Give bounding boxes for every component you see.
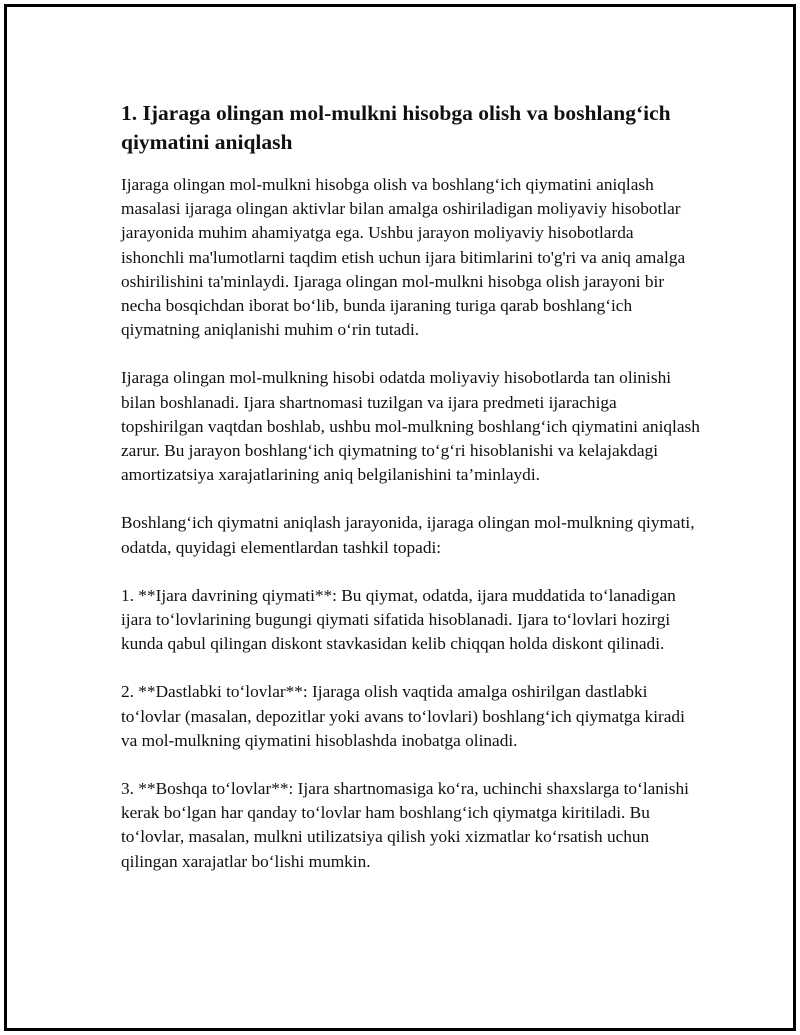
paragraph-recognition: Ijaraga olingan mol-mulkning hisobi odatda moliyaviy hisobotlarda tan olinishi bilan boshlanadi. Ijara shartnomasi tuzilgan va ijara predmeti ijarachiga topshirilgan vaqtdan boshlab, ushbu mol-mulkning boshlang‘ich qiymatini aniqlash zarur. Bu jarayon boshlang‘ich qiymatning to‘g‘ri hisoblanishi va kelajakdagi amortizatsiya xarajatlarining aniq belgilanishini ta’minlaydi.: [121, 368, 700, 485]
list-item-other-payments: 3. **Boshqa to‘lovlar**: Ijara shartnomasiga ko‘ra, uchinchi shaxslarga to‘lanishi kerak bo‘lgan har qanday to‘lovlar ham boshlang‘ich qiymatga kiritiladi. Bu to‘lovlar, masalan, mulkni utilizatsiya qilish yoki xizmatlar ko‘rsatish uchun qilingan xarajatlar bo‘lishi mumkin.: [121, 779, 689, 871]
page-frame: [4, 4, 796, 1031]
section-heading: 1. Ijaraga olingan mol-mulkni hisobga olish va boshlang‘ich qiymatini aniqlash: [121, 101, 671, 154]
paragraph-elements-intro: Boshlang‘ich qiymatni aniqlash jarayonida, ijaraga olingan mol-mulkning qiymati, odatda, quyidagi elementlardan tashkil topadi:: [121, 513, 695, 557]
document-body: [121, 99, 701, 898]
paragraph-intro: Ijaraga olingan mol-mulkni hisobga olish va boshlang‘ich qiymatini aniqlash masalasi ijaraga olingan aktivlar bilan amalga oshiriladigan moliyaviy hisobotlar jarayonida muhim ahamiyatga ega. Ushbu jarayon moliyaviy hisobotlarda ishonchli ma'lumotlarni taqdim etish uchun ijara bitimlarini to'g'ri va aniq amalga oshirilishini ta'minlaydi. Ijaraga olingan mol-mulkni hisobga olish jarayoni bir necha bosqichdan iborat bo‘lib, bunda ijaraning turiga qarab boshlang‘ich qiymatning aniqlanishi muhim o‘rin tutadi.: [121, 175, 686, 340]
list-item-initial-payments: 2. **Dastlabki to‘lovlar**: Ijaraga olish vaqtida amalga oshirilgan dastlabki to‘lovlar (masalan, depozitlar yoki avans to‘lovlari) boshlang‘ich qiymatga kiradi va mol-mulkning qiymatini hisoblashda inobatga olinadi.: [121, 682, 685, 750]
list-item-lease-period-value: 1. **Ijara davrining qiymati**: Bu qiymat, odatda, ijara muddatida to‘lanadigan ijara to‘lovlarining bugungi qiymati sifatida hisoblanadi. Ijara to‘lovlari hozirgi kunda qabul qilingan diskont stavkasidan kelib chiqqan holda diskont qilinadi.: [121, 585, 676, 654]
